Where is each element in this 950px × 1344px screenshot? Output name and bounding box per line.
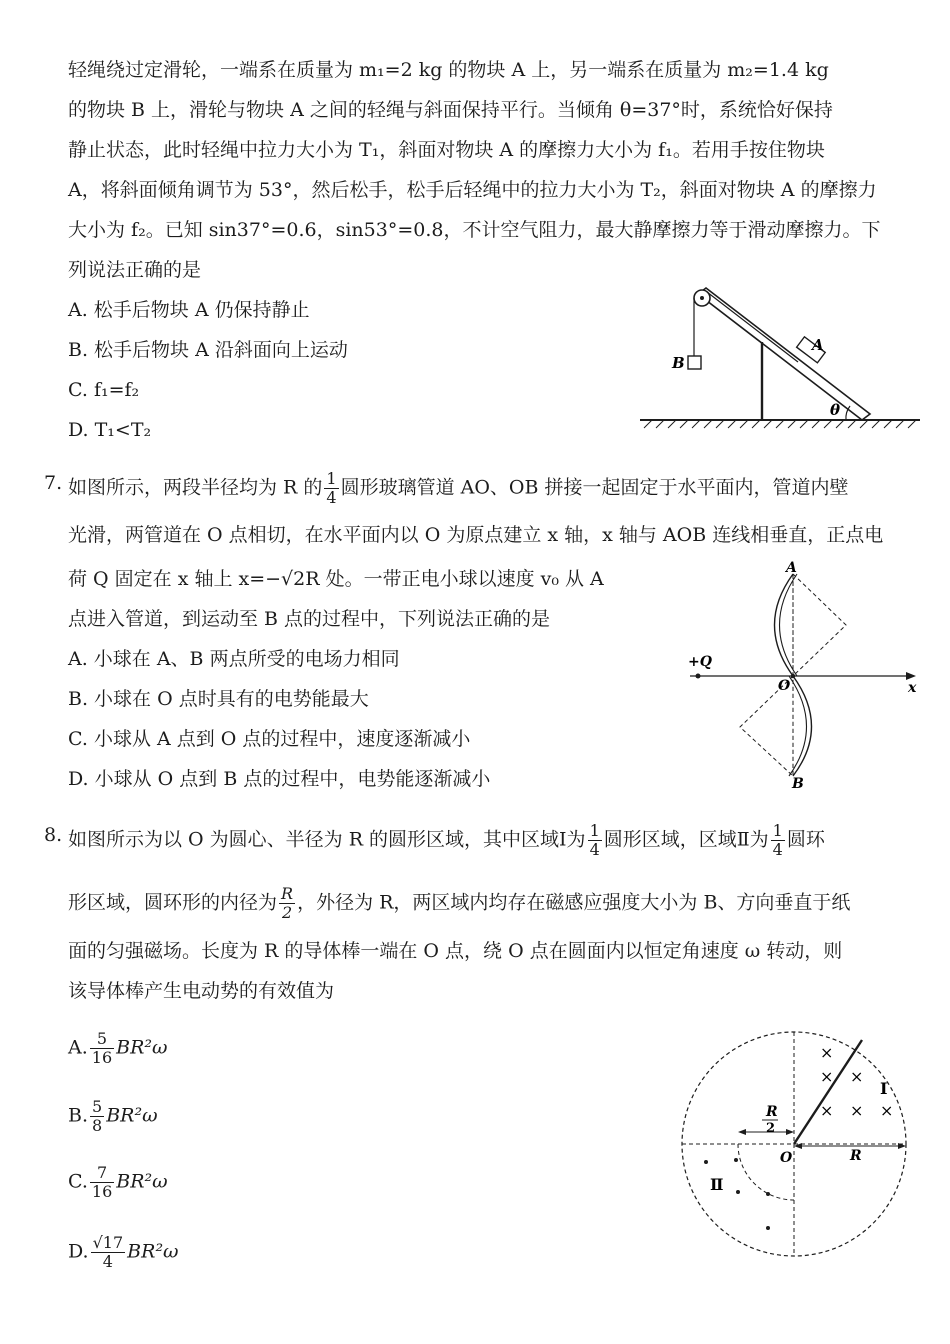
fraction-numerator: R xyxy=(281,884,294,903)
q7-text-line: 荷 Q 固定在 x 轴上 x=−√2R 处。一带正电小球以速度 v₀ 从 A xyxy=(68,568,604,590)
field-dot xyxy=(734,1158,738,1162)
q8-line2-a: 形区域，圆环形的内径为 xyxy=(68,891,278,914)
label-a: A xyxy=(786,560,797,576)
q8-option-d xyxy=(68,1234,179,1271)
label-b: B xyxy=(672,354,685,372)
upper-pipe-inner xyxy=(780,574,798,676)
fraction-numerator: 1 xyxy=(589,821,600,840)
q6-text-line: 轻绳绕过定滑轮，一端系在质量为 m₁=2 kg 的物块 A 上，另一端系在质量为 m₂=1.4 kg xyxy=(68,59,829,81)
option-fraction xyxy=(90,1098,104,1135)
label-r2-num: R xyxy=(766,1104,778,1120)
region-2-field xyxy=(704,1158,770,1230)
fraction-denominator: 4 xyxy=(102,1252,113,1271)
fraction-denominator: 8 xyxy=(92,1116,103,1135)
ground-hatching xyxy=(644,420,916,428)
field-cross: × xyxy=(850,1067,864,1086)
fraction-denominator: 2 xyxy=(281,903,293,922)
fraction-denominator: 4 xyxy=(772,840,783,859)
q8-option-b xyxy=(68,1098,158,1135)
q6-option-c: C. f₁=f₂ xyxy=(68,379,140,401)
lower-pipe-outer xyxy=(793,676,812,776)
q8-field-figure xyxy=(670,1022,930,1294)
q8-line1-c: 圆环 xyxy=(786,828,825,851)
option-expression: BR²ω xyxy=(116,1170,168,1193)
q6-text-line: 大小为 f₂。已知 sin37°=0.6，sin53°=0.8，不计空气阻力，最大静摩擦力等于滑动摩擦力。下 xyxy=(68,219,881,241)
q8-line1-b: 圆形区域，区域Ⅱ为 xyxy=(603,828,769,851)
fraction-denominator: 16 xyxy=(91,1182,113,1201)
field-cross: × xyxy=(820,1067,834,1086)
q6-incline-figure xyxy=(630,280,930,440)
q7-pipe-figure xyxy=(680,558,930,790)
label-b: B xyxy=(792,776,804,790)
fraction-denominator: 4 xyxy=(589,840,600,859)
option-letter: D. xyxy=(68,1240,89,1263)
label-region-2: Ⅱ xyxy=(710,1175,724,1194)
q7-option-c: C. 小球从 A 点到 O 点的过程中，速度逐渐减小 xyxy=(68,728,471,750)
field-cross: × xyxy=(880,1101,894,1120)
q6-text-line: 列说法正确的是 xyxy=(68,259,202,281)
fraction-denominator: 4 xyxy=(326,488,337,507)
origin-point xyxy=(791,674,795,678)
fraction-numerator: 5 xyxy=(92,1097,103,1116)
q6-text-line: 的物块 B 上，滑轮与物块 A 之间的轻绳与斜面保持平行。当倾角 θ=37°时，系统恰好保持 xyxy=(68,99,833,121)
option-expression: BR²ω xyxy=(106,1104,158,1127)
label-o: O xyxy=(780,1150,793,1166)
fraction-numerator: 5 xyxy=(90,1030,114,1049)
q8-fraction-r2 xyxy=(279,885,295,922)
option-fraction xyxy=(90,1164,114,1201)
option-expression: BR²ω xyxy=(127,1240,179,1263)
option-letter: B. xyxy=(68,1104,89,1127)
upper-dashed-triangle xyxy=(793,574,846,676)
q7-text-line: 光滑，两管道在 O 点相切，在水平面内以 O 为原点建立 x 轴，x 轴与 AOB 连线相垂直，正点电 xyxy=(68,524,884,546)
block-b xyxy=(688,356,701,369)
x-axis-arrow xyxy=(906,672,916,680)
option-letter: C. xyxy=(68,1170,88,1193)
q8-number: 8. xyxy=(44,824,63,846)
lower-pipe-inner xyxy=(789,676,807,776)
q8-text-line xyxy=(68,885,850,922)
q6-option-d: D. T₁<T₂ xyxy=(68,419,152,441)
label-o: O xyxy=(778,678,791,694)
field-cross: × xyxy=(820,1043,834,1062)
option-letter: A. xyxy=(68,1036,88,1059)
q6-text-line: A，将斜面倾角调节为 53°，然后松手，松手后轻绳中的拉力大小为 T₂，斜面对物块 A 的摩擦力 xyxy=(68,179,877,201)
field-cross: × xyxy=(820,1101,834,1120)
label-r: R xyxy=(850,1148,862,1164)
field-dot xyxy=(766,1192,770,1196)
field-cross: × xyxy=(850,1101,864,1120)
label-theta: θ xyxy=(830,401,841,419)
q8-option-c xyxy=(68,1164,168,1201)
option-expression: BR²ω xyxy=(116,1036,168,1059)
q8-text-line: 面的匀强磁场。长度为 R 的导体棒一端在 O 点，绕 O 点在圆面内以恒定角速度 ω 转动，则 xyxy=(68,940,843,962)
option-fraction xyxy=(91,1234,126,1271)
q8-line2-b: ，外径为 R，两区域内均存在磁感应强度大小为 B、方向垂直于纸 xyxy=(297,891,851,914)
q7-text-line xyxy=(68,470,849,507)
field-dot xyxy=(704,1160,708,1164)
q7-option-b: B. 小球在 O 点时具有的电势能最大 xyxy=(68,688,369,710)
q8-text-line: 该导体棒产生电动势的有效值为 xyxy=(68,980,335,1002)
fraction-numerator: √17 xyxy=(92,1233,124,1252)
q7-line1-pre: 如图所示，两段半径均为 R 的 xyxy=(68,476,323,499)
charge-q xyxy=(696,674,701,679)
field-dot xyxy=(766,1226,770,1230)
label-region-1: Ⅰ xyxy=(880,1079,888,1098)
q8-text-line xyxy=(68,822,825,859)
q7-line1-post: 圆形玻璃管道 AO、OB 拼接一起固定于水平面内，管道内壁 xyxy=(340,476,849,499)
q8-fraction-2 xyxy=(771,822,785,859)
rope-to-a xyxy=(707,292,798,362)
q8-option-a xyxy=(68,1030,168,1067)
field-dot xyxy=(736,1190,740,1194)
option-fraction xyxy=(90,1030,114,1067)
fraction-numerator: 1 xyxy=(326,469,337,488)
label-q: +Q xyxy=(688,654,712,670)
upper-pipe-outer xyxy=(775,574,794,676)
q7-text-line: 点进入管道，到运动至 B 点的过程中，下列说法正确的是 xyxy=(68,608,551,630)
fraction-denominator: 16 xyxy=(91,1048,113,1067)
label-x: x xyxy=(908,680,917,696)
incline-plank xyxy=(698,288,870,420)
q8-line1-a: 如图所示为以 O 为圆心、半径为 R 的圆形区域，其中区域Ⅰ为 xyxy=(68,828,586,851)
q7-option-d: D. 小球从 O 点到 B 点的过程中，电势能逐渐减小 xyxy=(68,768,491,790)
q7-option-a: A. 小球在 A、B 两点所受的电场力相同 xyxy=(68,648,400,670)
q6-option-a: A. 松手后物块 A 仍保持静止 xyxy=(68,299,310,321)
label-r2-den: 2 xyxy=(766,1121,776,1136)
fraction-numerator: 7 xyxy=(90,1164,114,1183)
q6-text-line: 静止状态，此时轻绳中拉力大小为 T₁，斜面对物块 A 的摩擦力大小为 f₁。若用手按住物块 xyxy=(68,139,825,161)
q7-fraction xyxy=(324,470,338,507)
label-a: A xyxy=(812,336,824,354)
q8-fraction-1 xyxy=(588,822,602,859)
q6-option-b: B. 松手后物块 A 沿斜面向上运动 xyxy=(68,339,348,361)
q7-number: 7. xyxy=(44,472,63,494)
fraction-numerator: 1 xyxy=(772,821,783,840)
